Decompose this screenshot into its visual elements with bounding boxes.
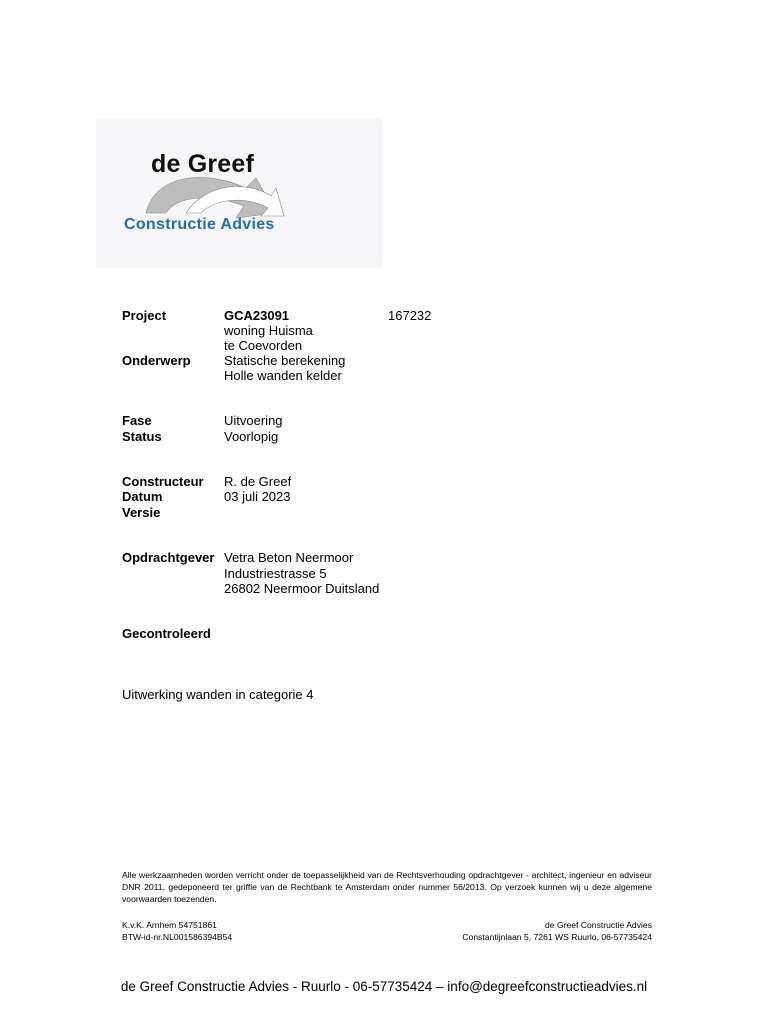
client-line1: Vetra Beton Neermoor — [224, 550, 354, 565]
status-label: Status — [122, 429, 162, 444]
company-logo — [96, 118, 382, 268]
client-label: Opdrachtgever — [122, 550, 215, 565]
date-value: 03 juli 2023 — [224, 489, 291, 504]
registration-block — [122, 919, 232, 943]
client-line2: Industriestrasse 5 — [224, 566, 327, 581]
subject-label: Onderwerp — [122, 353, 191, 368]
project-line2: te Coevorden — [224, 338, 303, 353]
logo-name-top: de Greef — [151, 150, 255, 178]
btw-number: BTW-id-nr.NL001586394B54 — [122, 932, 233, 942]
project-line1: woning Huisma — [224, 323, 313, 338]
company-name: de Greef Constructie Advies — [545, 920, 652, 930]
phase-value: Uitvoering — [224, 413, 283, 428]
phase-label: Fase — [122, 413, 152, 428]
company-block — [462, 919, 652, 943]
note-text: Uitwerking wanden in categorie 4 — [122, 687, 314, 702]
company-address: Constantijnlaan 5, 7261 WS Ruurlo, 06-57735424 — [462, 932, 652, 942]
project-code: GCA23091 — [224, 308, 290, 323]
subject-line2: Holle wanden kelder — [224, 368, 342, 383]
legal-text: Alle werkzaamheden worden verricht onder de toepasselijkheid van de Rechtsverhouding opdrachtgever - architect, ingenieur en adviseur DNR 2011, gedeponeerd ter griffie van de Rechtbank te Amsterdam onder nummer 56/2013. Op verzoek kunnen wij u deze algemene voorwaarden toezenden. — [122, 870, 652, 904]
constructor-label: Constructeur — [122, 474, 204, 489]
kvk-number: K.v.K. Arnhem 54751861 — [122, 920, 217, 930]
arrow-logo-icon — [96, 118, 382, 268]
page-footer: de Greef Constructie Advies - Ruurlo - 06-57735424 – info@degreefconstructieadvies.nl — [120, 979, 648, 994]
project-number: 167232 — [388, 308, 432, 323]
status-value: Voorlopig — [224, 429, 279, 444]
subject-line1: Statische berekening — [224, 353, 346, 368]
checked-label: Gecontroleerd — [122, 626, 211, 641]
version-label: Versie — [122, 505, 161, 520]
logo-name-bottom: Constructie Advies — [124, 216, 275, 233]
client-line3: 26802 Neermoor Duitsland — [224, 581, 380, 596]
constructor-value: R. de Greef — [224, 474, 292, 489]
date-label: Datum — [122, 489, 163, 504]
project-label: Project — [122, 308, 167, 323]
